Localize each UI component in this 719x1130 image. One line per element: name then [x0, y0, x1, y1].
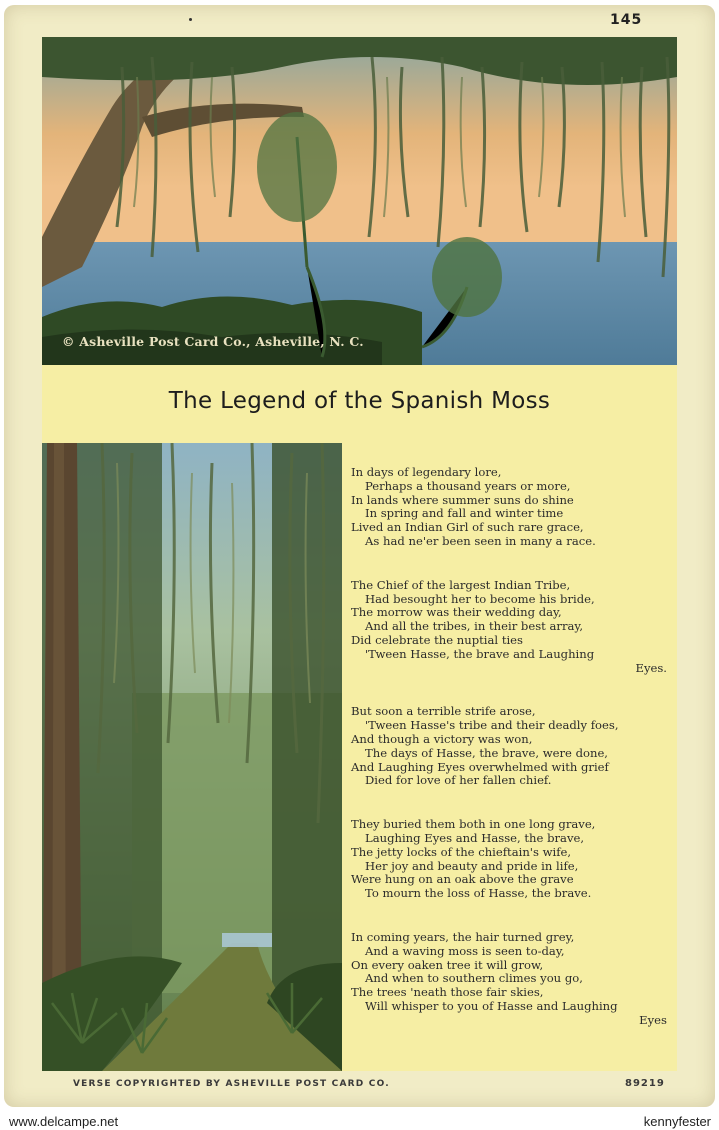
- page-title: The Legend of the Spanish Moss: [168, 388, 551, 414]
- poem-line: And Laughing Eyes overwhelmed with grief: [351, 759, 609, 774]
- poem-line: Died for love of her fallen chief.: [365, 773, 552, 788]
- poem-line: Lived an Indian Girl of such rare grace,: [351, 520, 584, 535]
- poem-line: To mourn the loss of Hasse, the brave.: [365, 886, 592, 901]
- poem-line: Laughing Eyes and Hasse, the brave,: [365, 830, 585, 845]
- poem-line: Were hung on an oak above the grave: [351, 872, 574, 887]
- poem-line: In spring and fall and winter time: [365, 506, 564, 521]
- poem-line: In coming years, the hair turned grey,: [351, 929, 575, 944]
- stanza-1: [351, 466, 673, 549]
- poem-line: And when to southern climes you go,: [365, 971, 583, 986]
- stanza-4: [351, 818, 673, 901]
- poem-line: In days of legendary lore,: [351, 465, 502, 479]
- stanza-2: [351, 579, 673, 676]
- poem-line: Did celebrate the nuptial ties: [351, 632, 523, 647]
- poem-line: Her joy and beauty and pride in life,: [365, 858, 579, 873]
- card-code: 89219: [625, 1078, 665, 1089]
- copyright-footer: VERSE COPYRIGHTED BY ASHEVILLE POST CARD CO.: [73, 1079, 390, 1089]
- poem-line: They buried them both in one long grave,: [351, 817, 596, 832]
- stanza-5: [351, 931, 673, 1028]
- poem-line: 'Tween Hasse's tribe and their deadly foes,: [365, 718, 619, 733]
- stanza-3: [351, 705, 673, 788]
- poem-line: 'Tween Hasse, the brave and Laughing: [365, 646, 595, 661]
- forest-moss-photo: [42, 443, 342, 1071]
- poem-line: The trees 'neath those fair skies,: [351, 985, 544, 1000]
- publisher-credit: © Asheville Post Card Co., Asheville, N. C.: [62, 334, 364, 349]
- watermark-seller: kennyfester: [643, 1114, 711, 1129]
- poem-line: The days of Hasse, the brave, were done,: [365, 745, 608, 760]
- poem-line: Eyes.: [635, 660, 667, 675]
- print-dot: [189, 18, 192, 21]
- watermark-site: www.delcampe.net: [9, 1114, 119, 1129]
- poem-line: Had besought her to become his bride,: [365, 591, 595, 606]
- poem-line: But soon a terrible strife arose,: [351, 704, 536, 719]
- poem-line: As had ne'er been seen in many a race.: [365, 533, 596, 548]
- poem: [351, 466, 673, 1058]
- poem-line: In lands where summer suns do shine: [351, 492, 574, 507]
- lake-moss-photo: [42, 37, 677, 365]
- poem-line: The morrow was their wedding day,: [351, 605, 562, 620]
- poem-line: And all the tribes, in their best array,: [365, 619, 584, 634]
- poem-line: And though a victory was won,: [351, 731, 533, 746]
- poem-line: Perhaps a thousand years or more,: [365, 478, 571, 493]
- poem-line: Will whisper to you of Hasse and Laughing: [365, 998, 618, 1013]
- poem-line: Eyes: [639, 1012, 667, 1027]
- poem-line: And a waving moss is seen to-day,: [365, 943, 565, 958]
- poem-line: The Chief of the largest Indian Tribe,: [351, 577, 571, 592]
- poem-line: The jetty locks of the chieftain's wife,: [351, 844, 572, 859]
- card-number: 145: [610, 12, 643, 28]
- poem-line: On every oaken tree it will grow,: [351, 957, 544, 972]
